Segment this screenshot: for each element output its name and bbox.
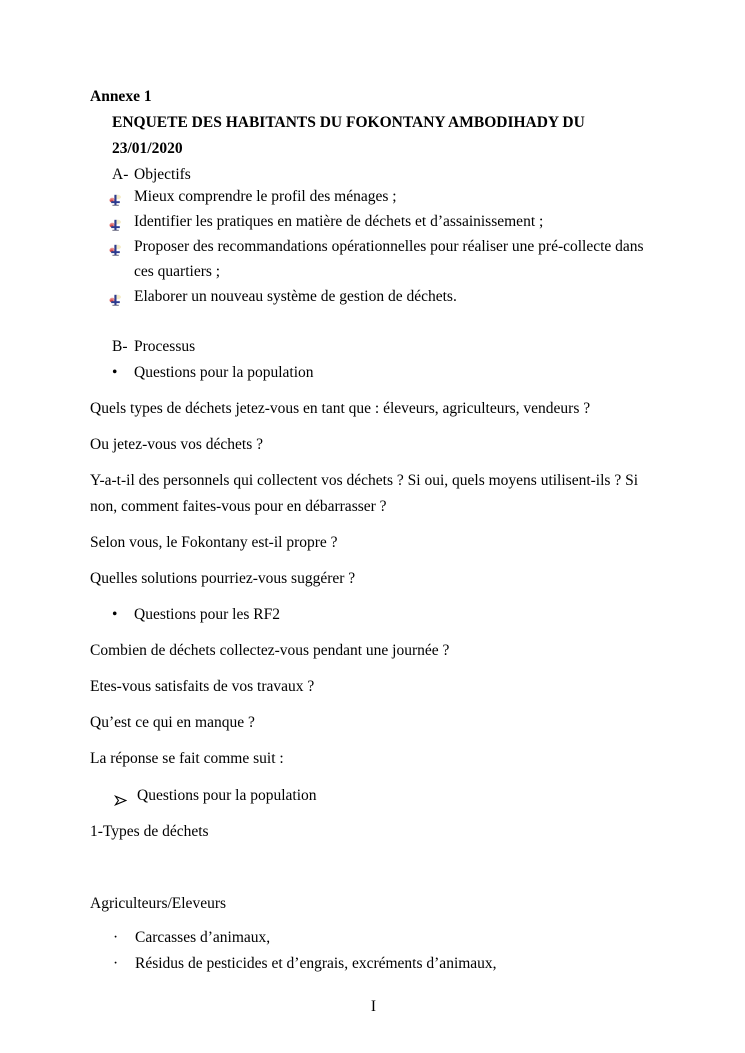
cross-arrow-bullet-icon [109, 290, 122, 303]
waste-item-text: Carcasses d’animaux, [135, 929, 271, 946]
section-a-label: Objectifs [134, 166, 191, 183]
cross-arrow-bullet-icon [109, 215, 122, 228]
objective-item [90, 209, 657, 234]
types-heading: 1-Types de déchets [90, 823, 209, 840]
document-title: ENQUETE DES HABITANTS DU FOKONTANY AMBODIHADY DU 23/01/2020 [112, 114, 585, 157]
waste-item-text: Résidus de pesticides et d’engrais, excréments d’animaux, [135, 955, 497, 972]
bullet-label: Questions pour les RF2 [134, 606, 280, 623]
objective-item [90, 184, 657, 209]
question-paragraph: Quels types de déchets jetez-vous en tant que : éleveurs, agriculteurs, vendeurs ? [90, 400, 591, 417]
population-questions-bullet [90, 360, 657, 386]
bullet-label: Questions pour la population [134, 364, 314, 381]
bullet-label: Questions pour la population [137, 787, 317, 804]
dot-bullet-icon: · [113, 929, 119, 946]
arrow-bullet-item [90, 783, 657, 809]
round-bullet-icon: • [112, 606, 118, 623]
arrowhead-bullet-icon [114, 790, 127, 803]
objective-item [90, 234, 657, 284]
rf2-questions-bullet [90, 602, 657, 628]
section-b-heading [90, 334, 657, 360]
round-bullet-icon: • [112, 364, 118, 381]
cross-arrow-bullet-icon [109, 190, 122, 203]
group-heading: Agriculteurs/Eleveurs [90, 895, 227, 912]
section-b-marker: B- [112, 338, 128, 355]
objective-item [90, 284, 657, 309]
question-paragraph: Ou jetez-vous vos déchets ? [90, 436, 264, 453]
cross-arrow-bullet-icon [109, 240, 122, 253]
question-paragraph: Selon vous, le Fokontany est-il propre ? [90, 534, 338, 551]
annexe-label: Annexe 1 [90, 88, 152, 105]
section-a-marker: A- [112, 166, 129, 183]
objective-text: Identifier les pratiques en matière de déchets et d’assainissement ; [134, 213, 544, 230]
answer-intro: La réponse se fait comme suit : [90, 750, 284, 767]
question-paragraph: Etes-vous satisfaits de vos travaux ? [90, 678, 315, 695]
page-number: I [370, 998, 377, 1015]
objectives-list [90, 184, 657, 309]
dot-bullet-icon: · [113, 955, 119, 972]
objective-text: Elaborer un nouveau système de gestion de déchets. [134, 288, 457, 305]
section-b-label: Processus [134, 338, 196, 355]
objective-text: Mieux comprendre le profil des ménages ; [134, 188, 397, 205]
waste-item [90, 925, 657, 951]
objective-text: Proposer des recommandations opérationnelles pour réaliser une pré-collecte dans ces quartiers ; [134, 238, 644, 280]
question-paragraph: Y-a-t-il des personnels qui collectent vos déchets ? Si oui, quels moyens utilisent-ils ? Si non, comment faites-vous pour en débarrasser ? [90, 472, 639, 515]
waste-list [90, 925, 657, 977]
waste-item [90, 951, 657, 977]
question-paragraph: Quelles solutions pourriez-vous suggérer ? [90, 570, 356, 587]
question-paragraph: Qu’est ce qui en manque ? [90, 714, 255, 731]
question-paragraph: Combien de déchets collectez-vous pendant une journée ? [90, 642, 450, 659]
